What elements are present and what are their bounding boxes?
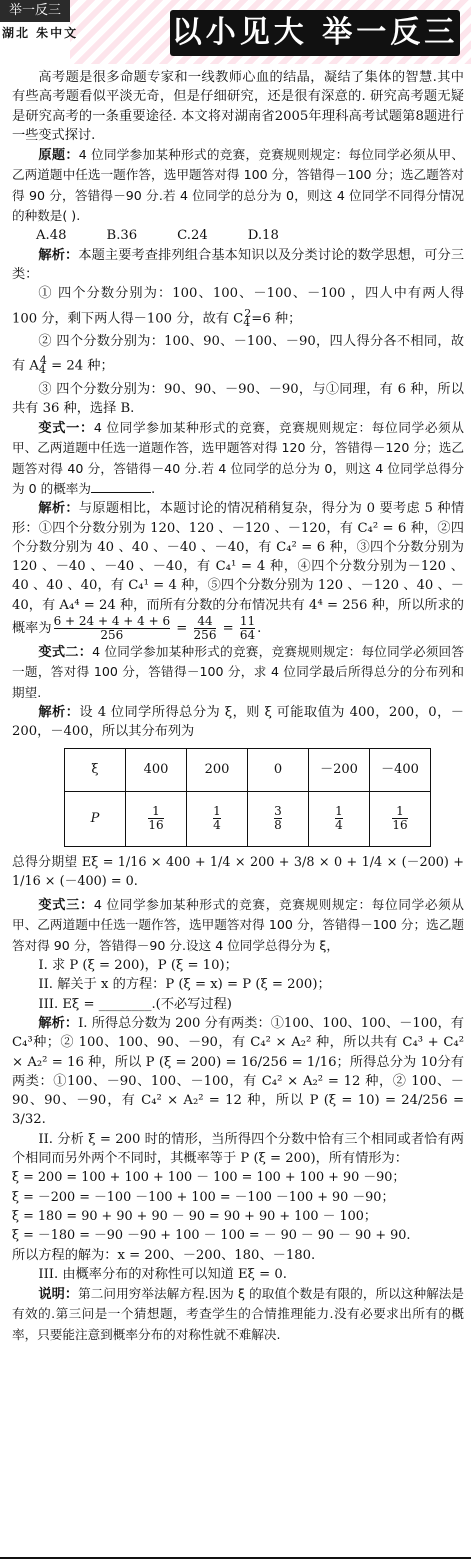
fraction-2-num: 44	[194, 615, 217, 629]
variant-1-label: 变式一：	[38, 421, 94, 437]
equation-line: ξ = 180 = 90 + 90 + 90 － 90 = 90 + 90 + 100 － 100；	[12, 1208, 377, 1224]
variant-2-analysis	[12, 703, 464, 742]
variant-1-analysis	[12, 499, 464, 642]
equation-line: ξ = －180 = －90 －90 + 100 － 100 = － 90 － 90 － 90 + 90.	[12, 1228, 411, 1244]
column-header	[0, 0, 471, 64]
prob-num: 1	[335, 804, 343, 819]
table-cell: ξ	[65, 748, 126, 791]
fraction-3-den: 64	[239, 628, 256, 643]
variant-3-label: 变式三：	[38, 898, 94, 914]
bottom-rule	[0, 1557, 471, 1559]
variant-3-part-3: III. 由概率分布的对称性可以知道 Eξ = 0.	[38, 1266, 287, 1282]
variant-1-analysis-end: .	[257, 621, 262, 637]
note-label: 说明：	[38, 1287, 79, 1303]
fraction-2	[194, 615, 217, 642]
table-cell: P	[65, 791, 126, 846]
variant-3-analysis-label: 解析：	[38, 1015, 79, 1031]
question-3: III. Eξ = ________.(不必写过程)	[38, 996, 232, 1012]
article-body	[12, 68, 464, 1345]
prob-den: 16	[392, 818, 408, 833]
variant-2-analysis-label: 解析：	[38, 704, 80, 720]
prob-den: 4	[213, 818, 221, 833]
variant-3-part-2: II. 分析 ξ = 200 时的情形，当所得四个分数中恰有三个相同或者恰有两个相同而另外两个不同时，其概率等于 P (ξ = 200)，所有情形为：	[12, 1131, 464, 1167]
fraction-1	[54, 615, 171, 642]
variant-3-text: 4 位同学参加某种形式的竞赛，竞赛规则规定：每位同学必须从甲、乙两道题中任选一题作答，选甲题答对得 100 分，答错得－100 分；选乙题答对得 90 分，答错得－90 分.设这 4 位同学总得分为 ξ，	[12, 897, 464, 953]
case-2-text: ② 四个分数分别为：100、90、－100、－90，四人得分各不相同，故有 A	[12, 333, 464, 374]
table-row	[65, 748, 431, 791]
fraction-1-den: 256	[100, 628, 124, 643]
table-cell: 200	[187, 748, 248, 791]
prob-num: 1	[213, 804, 221, 819]
analysis-1	[12, 246, 464, 285]
solution-line: 所以方程的解为：x = 200、－200、180、－180.	[12, 1247, 316, 1263]
variant-3-part-1: I. 所得总分数为 200 分有两类：①100、100、100、－100，有 C₄³种；② 100、100、90、－90，有 C₄² × A₂² 种，所以共有 C₄³ + C₄² × A₂² = 16 种，所以 P (ξ = 200) = 16/256 = 1/16；所得总分为 10分有两类：①100、－90、100、－100，有 C₄² × A₂² = 12 种，② 100、－90、90、－90，有 C₄² × A₂² = 12 种，所以 P (ξ = 10) = 24/256 = 3/32.	[12, 1015, 464, 1128]
table-cell	[187, 791, 248, 846]
option-c: C.24	[177, 228, 208, 244]
original-label: 原题：	[38, 148, 79, 164]
fraction-3-num: 11	[239, 614, 256, 629]
note-paragraph	[12, 1284, 464, 1345]
variant-1-analysis-label: 解析：	[38, 501, 79, 517]
variant-2-text: 4 位同学参加某种形式的竞赛，竞赛规则规定：每位同学必须回答一题，答对得 100 分，答错得－100 分，求 4 位同学最后所得总分的分布列和期望.	[12, 644, 464, 700]
prob-den: 4	[335, 818, 343, 833]
expectation-formula: 总得分期望 Eξ = 1/16 × 400 + 1/4 × 200 + 3/8 × 0 + 1/4 × (－200) + 1/16 × (－400) = 0.	[12, 854, 464, 889]
case-1-end: =6 种；	[251, 310, 302, 326]
table-cell	[309, 791, 370, 846]
equals-1: =	[172, 621, 192, 637]
variant-1-analysis-text: 与原题相比，本题讨论的情况稍稍复杂，得分为 0 要考虑 5 种情形：①四个分数分别为 120、120 、－120 、－120，有 C₄² = 6 种，②四个分数分别为 40 、40 、－40 、－40，有 C₄² = 6 种，③四个分数分别为 120 、－40 、－40 、－40，有 C₄¹ = 4 种，④四个分数分别为－120 、40 、40 、40，有 C₄¹ = 4 种，⑤四个分数分别为 120 、－120 、40 、－40，有 A₄⁴ = 24 种，而所有分数的分布情况共有 4⁴ = 256 种，所以所求的概率为	[12, 501, 465, 637]
question-2: II. 解关于 x 的方程：P (ξ = x) = P (ξ = 200)；	[38, 977, 331, 993]
article-title: 以小见大 举一反三	[170, 10, 460, 56]
case-1: ① 四个分数分别为：100、100、－100、－100 ，四人中有两人得 100 分，剩下两人得－100 分，故有 $C_4^2=6$ 种；	[12, 286, 464, 329]
prob-den: 16	[148, 818, 164, 833]
original-text: 4 位同学参加某种形式的竞赛，竞赛规则规定：每位同学必须从甲、乙两道题中任选一题作答，选甲题答对得 100 分，答错得－100 分；选乙题答对得 90 分，答错得－90 分.若 4 位同学的总分为 0，则这 4 位同学不同得分情况的种数是( ).	[12, 147, 464, 224]
answer-blank	[91, 492, 151, 493]
prob-den: 8	[274, 818, 282, 833]
option-d: D.18	[247, 228, 279, 244]
equation-line: ξ = 200 = 100 + 100 + 100 － 100 = 100 + 100 + 90 －90；	[12, 1170, 406, 1186]
variant-3	[12, 895, 464, 956]
case-2: ② 四个分数分别为：100、90、－100、－90，四人得分各不相同，故有 $A_4^4 = 24$ 种；	[12, 333, 464, 377]
case-2-end: = 24 种；	[46, 358, 114, 374]
note-text: 第二问用穷举法解方程.因为 ξ 的取值个数是有限的，所以这种解法是有效的.第三问是一个猜想题，考查学生的合情推理能力.没有必要求出所有的概率，只要能注意到概率分布的对称性就不难解决.	[12, 1286, 464, 1342]
fraction-3	[240, 615, 255, 642]
prob-num: 1	[148, 805, 163, 819]
table-cell: 400	[126, 748, 187, 791]
variant-1-end: .	[151, 482, 156, 497]
variant-1-text: 4 位同学参加某种形式的竞赛，竞赛规则规定：每位同学必须从甲、乙两道题中任选一道题作答，选甲题答对得 120 分，答错得－120 分；选乙题答对得 40 分，答错得－40 分.若 4 位同学的总分为 0，则这 4 位同学总得分为 0 的概率为	[12, 420, 464, 496]
original-problem	[12, 145, 464, 226]
case-1-text: ① 四个分数分别为：100、100、－100、－100 ，四人中有两人得 100 分，剩下两人得－100 分，故有 C	[12, 286, 464, 326]
variant-3-analysis	[12, 1014, 464, 1130]
table-row	[65, 791, 431, 846]
option-a: A.48	[36, 228, 67, 244]
answer-options	[12, 226, 464, 245]
option-b: B.36	[106, 228, 138, 244]
fraction-2-den: 256	[193, 628, 217, 643]
table-cell: 0	[248, 748, 309, 791]
variant-1	[12, 418, 464, 499]
variant-2-label: 变式二：	[38, 645, 93, 661]
table-cell	[126, 791, 187, 846]
variant-2-analysis-text: 设 4 位同学所得总分为 ξ，则 ξ 可能取值为 400，200，0，－200，－400，所以其分布列为	[12, 704, 464, 740]
prob-num: 1	[392, 805, 407, 819]
intro-paragraph: 高考题是很多命题专家和一线教师心血的结晶，凝结了集体的智慧.其中有些高考题看似平淡无奇，但是仔细研究，还是很有深意的. 研究高考题无疑是研究高考的一条重要途径. 本文将对湖南省2005年理科高考试题第8题进行一些变式探讨.	[12, 70, 464, 143]
equation-line: ξ = －200 = －100 －100 + 100 = －100 －100 + 90 －90；	[12, 1189, 395, 1205]
table-cell	[248, 791, 309, 846]
case-3: ③ 四个分数分别为：90、90、－90、－90，与①同理，有 6 种，所以共有 36 种，选择 B.	[12, 381, 464, 416]
variant-2	[12, 642, 464, 703]
analysis-1-text: 本题主要考查排列组合基本知识以及分类讨论的数学思想，可分三类：	[12, 247, 465, 282]
distribution-table	[64, 748, 431, 847]
author-line: 湖北 朱中文	[2, 26, 79, 40]
question-1: I. 求 P (ξ = 200)，P (ξ = 10)；	[38, 958, 238, 974]
table-cell: －400	[370, 748, 431, 791]
equals-2: =	[218, 621, 238, 637]
column-tag: 举一反三	[0, 0, 70, 22]
fraction-1-num: 6 + 24 + 4 + 4 + 6	[53, 614, 171, 629]
table-cell	[370, 791, 431, 846]
table-cell: －200	[309, 748, 370, 791]
analysis-label: 解析：	[38, 247, 79, 263]
prob-num: 3	[274, 804, 282, 819]
